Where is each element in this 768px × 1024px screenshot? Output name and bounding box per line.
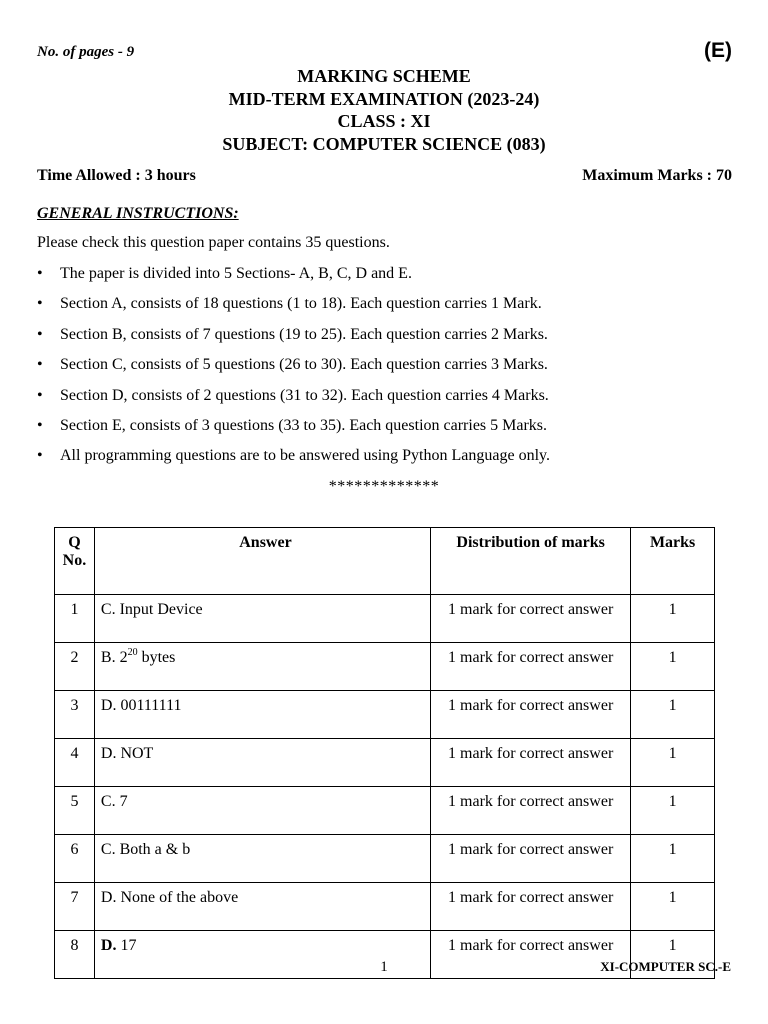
answer-table (54, 527, 715, 979)
cell-marks: 1 (631, 835, 715, 883)
cell-distribution: 1 mark for correct answer (431, 835, 631, 883)
section-separator: ************* (328, 478, 440, 495)
pages-note: No. of pages - 9 (37, 44, 135, 60)
header-q: Q (68, 534, 81, 551)
cell-marks: 1 (631, 643, 715, 691)
table-row (55, 643, 715, 691)
cell-q-no: 3 (55, 691, 95, 739)
table-row (55, 691, 715, 739)
cell-q-no: 6 (55, 835, 95, 883)
cell-q-no: 7 (55, 883, 95, 931)
table-row (55, 835, 715, 883)
instruction-text: Section D, consists of 2 questions (31 to 32). Each question carries 4 Marks. (60, 386, 549, 404)
instruction-text: Section E, consists of 3 questions (33 to 35). Each question carries 5 Marks. (60, 416, 548, 434)
table-row (55, 739, 715, 787)
cell-marks: 1 (631, 931, 715, 979)
cell-answer: D. 00111111 (94, 691, 430, 739)
cell-answer: C. Both a & b (94, 835, 430, 883)
cell-distribution: 1 mark for correct answer (431, 787, 631, 835)
instruction-item (37, 416, 550, 446)
answer-exponent: 20 (127, 646, 138, 658)
bullet-icon: • (37, 416, 43, 434)
cell-answer: D. NOT (94, 739, 430, 787)
cell-distribution: 1 mark for correct answer (431, 931, 631, 979)
table-row (55, 595, 715, 643)
set-code: (E) (704, 39, 732, 62)
header-q-no (55, 528, 95, 595)
title-line-subject: SUBJECT: COMPUTER SCIENCE (083) (222, 133, 546, 154)
answer-option: D. (100, 937, 117, 954)
instruction-item (37, 264, 550, 294)
cell-answer: C. 7 (94, 787, 430, 835)
table-header-row (55, 528, 715, 595)
header-marks: Marks (631, 528, 715, 595)
header-answer: Answer (94, 528, 430, 595)
title-line-exam: MID-TERM EXAMINATION (2023-24) (228, 88, 540, 109)
cell-marks: 1 (631, 739, 715, 787)
cell-q-no: 4 (55, 739, 95, 787)
cell-q-no: 2 (55, 643, 95, 691)
title-line-class: CLASS : XI (337, 111, 431, 131)
instruction-text: The paper is divided into 5 Sections- A, B, C, D and E. (60, 265, 412, 282)
title-line-scheme: MARKING SCHEME (297, 66, 471, 86)
maximum-marks: Maximum Marks : 70 (582, 167, 732, 184)
instructions-intro: Please check this question paper contains 35 questions. (37, 234, 390, 251)
cell-marks: 1 (631, 595, 715, 643)
page-number: 1 (380, 959, 388, 975)
instruction-item (37, 294, 550, 324)
bullet-icon: • (37, 325, 43, 343)
cell-distribution: 1 mark for correct answer (431, 643, 631, 691)
instruction-text: Section B, consists of 7 questions (19 to 25). Each question carries 2 Marks. (60, 325, 548, 343)
cell-answer (94, 643, 430, 691)
instruction-text: Section C, consists of 5 questions (26 to 30). Each question carries 3 Marks. (60, 356, 548, 374)
instruction-text: All programming questions are to be answered using Python Language only. (60, 447, 550, 465)
instructions-list (37, 264, 550, 477)
instruction-item (37, 325, 550, 355)
header-no: No. (62, 552, 87, 569)
answer-tail: bytes (137, 649, 176, 666)
instruction-text: Section A, consists of 18 questions (1 to 18). Each question carries 1 Mark. (60, 295, 542, 313)
cell-q-no: 1 (55, 595, 95, 643)
cell-marks: 1 (631, 691, 715, 739)
bullet-icon: • (37, 386, 43, 404)
table-row (55, 787, 715, 835)
answer-text: 17 (116, 937, 137, 954)
instruction-item (37, 386, 550, 416)
bullet-icon: • (37, 295, 43, 313)
instruction-item (37, 355, 550, 385)
footer-code: XI-COMPUTER SC.-E (600, 959, 731, 974)
bullet-icon: • (37, 265, 43, 282)
table-row (55, 883, 715, 931)
bullet-icon: • (37, 356, 43, 374)
cell-distribution: 1 mark for correct answer (431, 883, 631, 931)
answer-text: B. 2 (100, 649, 128, 666)
cell-distribution: 1 mark for correct answer (431, 595, 631, 643)
cell-q-no: 8 (55, 931, 95, 979)
cell-marks: 1 (631, 883, 715, 931)
cell-distribution: 1 mark for correct answer (431, 691, 631, 739)
document-title (0, 65, 768, 155)
time-allowed: Time Allowed : 3 hours (37, 167, 196, 184)
bullet-icon: • (37, 447, 43, 465)
cell-q-no: 5 (55, 787, 95, 835)
cell-answer: C. Input Device (94, 595, 430, 643)
header-distribution: Distribution of marks (431, 528, 631, 595)
cell-distribution: 1 mark for correct answer (431, 739, 631, 787)
instruction-item (37, 446, 550, 476)
instructions-heading: GENERAL INSTRUCTIONS: (37, 205, 239, 222)
cell-marks: 1 (631, 787, 715, 835)
cell-answer: D. None of the above (94, 883, 430, 931)
